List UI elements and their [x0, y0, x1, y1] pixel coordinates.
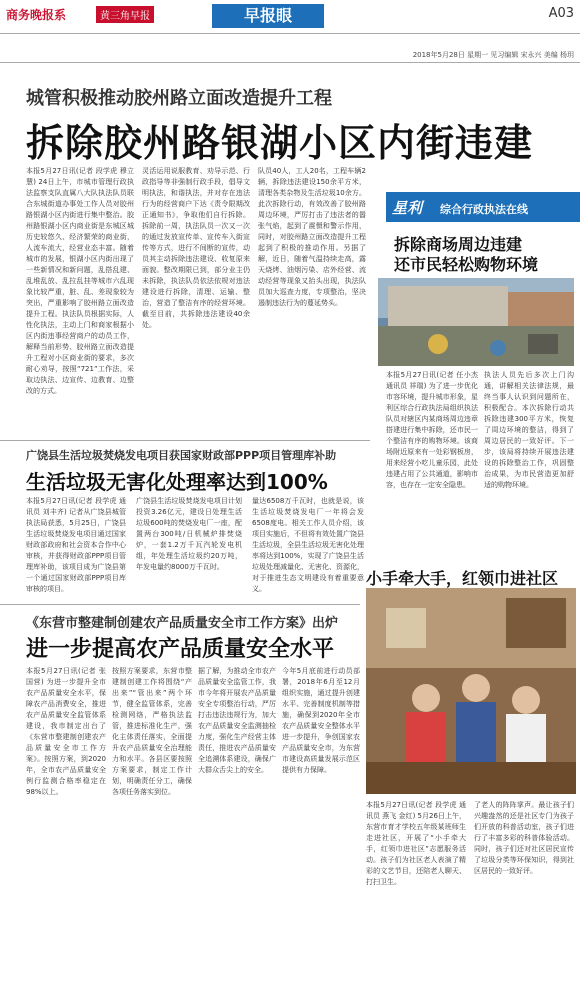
- lead-column-1: 本报5月27日讯(记者 段学虎 穆立慧) 24日上午，市城市管理行政执法监察支队直属八大队执法队员联合东城街道办事处工作人员对胶州路银湖小区内街进行集中整治。胶州路银湖小区内商业街是东城区城历史较悠久、经济繁荣的商业街，人流车流大，经营业态丰富。随着城市的发展，银湖小区内街出现了一些新情况和新问题，乱搭乱建、乱堆乱放、乱拉乱挂等城市六乱现象比较严重，脏、乱、差现象较为突出，严重影响了胶州路立面改造提升工程。执法队员根据实际，人性化执法，主动上门和商家根据小区内街违事经营商户的动员工作，解释当前形势、胶州路立面改造提升工程对小区商业街的要求，多次耐心劝导，按照“721”工作法，采取边执法、边宣传、边教育、边整改的方式。: [26, 167, 134, 395]
- right-caption-column-1: 本报5月27日讯(记者 段学虎 通讯员 燕飞 金红) 5月26日上午，东营市育才学校五年级某班师生走进社区，开展了“小手牵大手，红领巾进社区”志愿服务活动。孩子们为社区老人表演了精彩的文艺节目，还陪老人聊天、打扫卫生。: [366, 801, 466, 886]
- lead-column-3: 队员40人，工人20名，工程车辆2辆，拆除违法建设150余平方米，清理各类杂物及生活垃圾10余方。此次拆除行动，有效改善了胶州路周边环境，严厉打击了违法者的嚣张气焰，起到了震慑和警示作用，同时，对胶州路立面改造提升工程起到了积极的推动作用。另据了解，近日，随着气温持续走高，露天烧烤、油烟污染、店外经营、流动经营等现象又抬头出现，执法队员加大巡查力度，专项整治，坚决遏制违法行为的蔓延势头。: [258, 167, 366, 307]
- dateline-rule: [0, 62, 580, 63]
- mid-column-1: 本报5月27日讯(记者 段学虎 通讯员 刘丰齐) 记者从广饶县城管执法局获悉，5月25日，广饶县生活垃圾焚烧发电项目通过国家财政部政府和社会资本合作中心审核，并获得财政部PPP项目管理库补助，该项目成为广饶县第一个通过国家财政部PPP项目库审核的项目。: [26, 497, 126, 593]
- banner-label: 星利: [392, 199, 423, 217]
- right-headline-line-1: 拆除商场周边违建: [394, 235, 523, 254]
- mid-column-2: 广饶县生活垃圾焚烧发电项目计划投资3.26亿元，建设日处理生活垃圾600吨的焚烧发电厂一座，配置两台300吨/日机械炉排焚烧炉，一套1.2万千瓦汽轮发电机组，年处理生活垃圾约20万吨，年发电量约8000万千瓦时。: [136, 497, 242, 571]
- section-tab: 早报眼: [212, 4, 324, 28]
- column-banner: [386, 192, 580, 222]
- classroom-photo: [366, 588, 576, 794]
- low-kicker: 《东营市整建制创建农产品质量安全市工作方案》出炉: [26, 616, 339, 631]
- low-headline: 进一步提高农产品质量安全水平: [26, 637, 335, 662]
- brand-logo: 商务晚报系: [6, 8, 67, 22]
- low-column-3: 据了解，为推动全市农产品质量安全监管工作，我市今年将开展农产品质量安全专项整治行动，严厉打击违法违规行为，加大农产品质量安全监测抽检力度，强化生产经营主体责任，推进农产品质量安全追溯体系建设，确保广大群众舌尖上的安全。: [198, 667, 276, 774]
- mid-kicker: 广饶县生活垃圾焚烧发电项目获国家财政部PPP项目管理库补助: [26, 449, 337, 462]
- right-story-column-1: 本报5月27日讯(记者 任小杰 通讯员 祥瑞) 为了进一步优化市容环境，提升城市形象，星利区综合行政执法局组织执法队员对辖区内某商场周边违章搭建进行集中拆除，还市民一个整洁有序的购物环境。该商场附近原来有一处彩钢板房，用来经营小吃儿童乐园，此处违建占用了公共通道，影响市容，也存在一定安全隐患。: [386, 371, 478, 489]
- dateline: 2018年5月28日 星期一 见习编辑 宋永兴 美编 杨玥: [412, 51, 574, 59]
- right-caption-title: 小手牵大手，红领巾进社区: [366, 569, 559, 588]
- right-story-column-2: 执法人员先后多次上门沟通，讲解相关法律法规，最终当事人认识到问题所在，积极配合。本次拆除行动共拆除违建300平方米，恢复了周边环境的整洁，得到了周边居民的一致好评。下一步，该局将持续开展违法建设的拆除整治工作，巩固整治成果，为市民营造更加舒适的购物环境。: [484, 371, 574, 489]
- right-headline-line-2: 还市民轻松购物环境: [394, 255, 539, 274]
- mid-column-3: 量达6508万千瓦时，也就是说，该生活垃圾焚烧发电厂一年将会发6508度电。相关工作人员介绍，该项目实施后，不但将有效处置广饶县生活垃圾，全县生活垃圾无害化处理率将达到100%，实现了广饶县生活垃圾处理减量化、无害化、资源化，对于推进生态文明建设有着重要意义。: [252, 497, 364, 593]
- banner-title: 综合行政执法在线: [440, 203, 528, 216]
- page-number: A03: [548, 6, 574, 21]
- demolition-photo-illustration: [378, 278, 574, 366]
- low-rule: [0, 604, 360, 605]
- brand-badge: 黄三角早报: [96, 6, 154, 23]
- masthead: [0, 0, 580, 32]
- mid-headline: 生活垃圾无害化处理率达到100%: [26, 470, 328, 494]
- demolition-photo: [378, 278, 574, 366]
- lead-headline: 拆除胶州路银湖小区内街违建: [26, 121, 534, 165]
- low-column-4: 今年5月底前进行动员部署，2018年6月至12月组织实施，通过提升创建水平、完善制度机制等措施，确保到2020年全市农产品质量安全整体水平进一步提升，争创国家农产品质量安全市，为东营市建设高质量发展示范区提供有力保障。: [282, 667, 360, 774]
- mid-rule: [0, 440, 370, 441]
- right-caption-column-2: 了老人的阵阵掌声。最让孩子们兴趣盎然的还是社区专门为孩子们开放的科普活动室，孩子们进行了丰富多彩的科普体验活动。同时，孩子们还对社区居民宣传了垃圾分类等环保知识，得到社区居民的一致好评。: [474, 801, 574, 875]
- lead-kicker: 城管积极推动胶州路立面改造提升工程: [26, 88, 332, 109]
- low-column-1: 本报5月27日讯(记者 张国营) 为进一步提升全市农产品质量安全水平，保障农产品消费安全，推进农产品质量安全监管体系建设，我市制定出台了《东营市整建制创建农产品质量安全市工作方案》。按照方案，到2020年，全市农产品质量安全例行监测合格率稳定在98%以上。: [26, 667, 106, 796]
- low-column-2: 按照方案要求，东营市整建制创建工作将围绕“产出来”“管出来”两个环节，健全监管体系，完善检测网络，严格执法监管，推进标准化生产，强化主体责任落实，全面提升农产品质量安全治理能力和水平。各县区要按照方案要求，制定工作计划，明确责任分工，确保各项任务落实到位。: [112, 667, 192, 796]
- lead-column-2: 灵活运用说服教育、劝导示范、行政指导等非强制行政手段，倡导文明执法，和谐执法，并对存在违法行为的经营商户下达《责令限期改正通知书》，争取他们自行拆除。拆除前一周，执法队员一次又一次的通过发放宣传单、宣传车入街宣传等方式，进行不间断的宣传，动员其主动拆除违法建设、收复原来面貌。整改期限已到，部分业主仍未拆除，执法队员依法依规对违法建设进行拆除，清理、运输、整治，营造了整洁有序的经营环境。截至目前，共拆除违法建设40余处。: [142, 167, 250, 329]
- classroom-photo-illustration: [366, 588, 576, 794]
- masthead-rule: [0, 33, 580, 34]
